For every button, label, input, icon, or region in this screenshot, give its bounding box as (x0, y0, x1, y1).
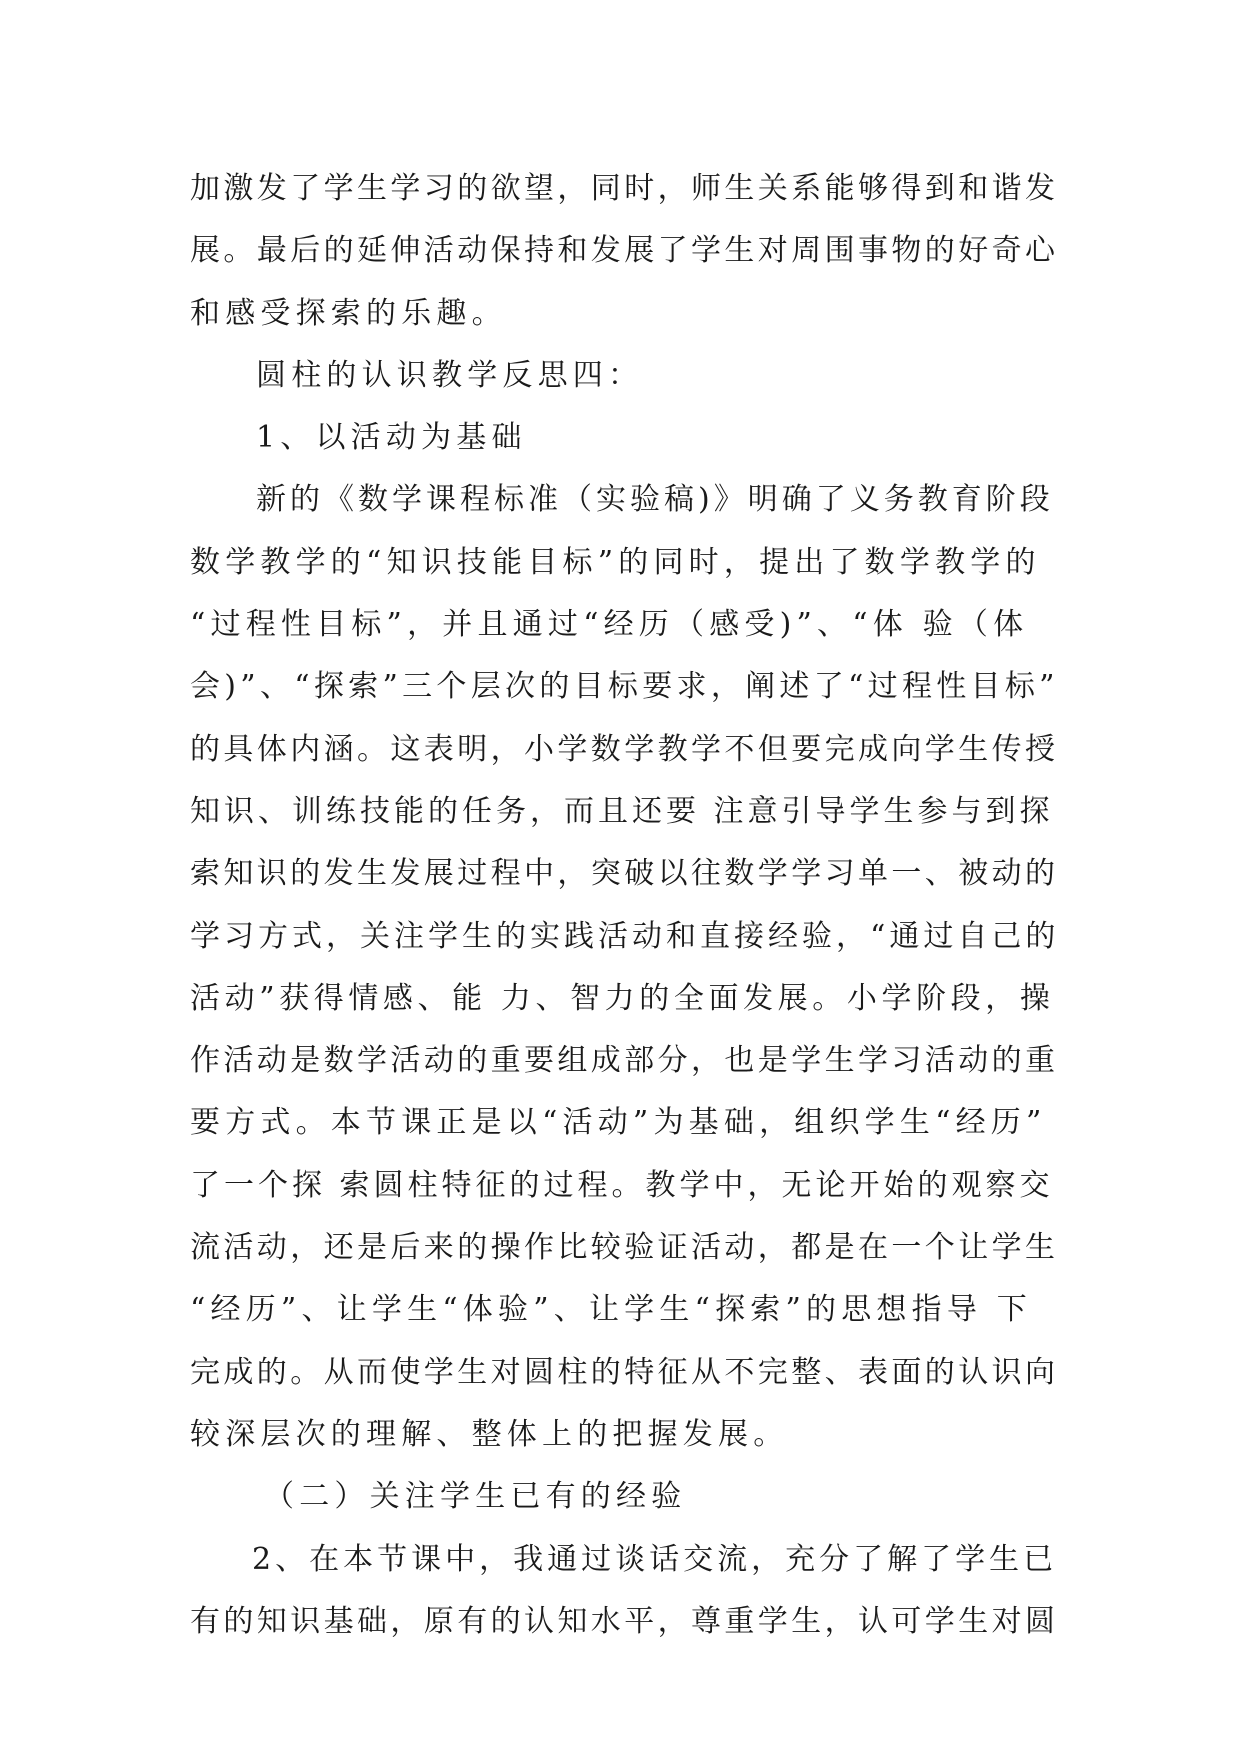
paragraph-line: 了一个探 索圆柱特征的过程。教学中，无论开始的观察交 (190, 1167, 1054, 1203)
paragraph-line: 知识、训练技能的任务，而且还要 注意引导学生参与到探 (190, 793, 1054, 829)
subheading: 1、以活动为基础 (256, 420, 527, 456)
paragraph-line: 和感受探索的乐趣。 (190, 295, 507, 331)
section-heading: 圆柱的认识教学反思四： (256, 357, 644, 393)
paragraph-line: 新的《数学课程标准（实验稿)》明确了义务教育阶段 (256, 482, 1054, 518)
paragraph-line: 数学教学的“知识技能目标”的同时，提出了数学教学的 (190, 544, 1041, 580)
paragraph-line: 的具体内涵。这表明，小学数学教学不但要完成向学生传授 (190, 731, 1059, 767)
paragraph-line: 完成的。从而使学生对圆柱的特征从不完整、表面的认识向 (190, 1354, 1059, 1390)
paragraph-line: 会)”、“探索”三个层次的目标要求，阐述了“过程性目标” (190, 669, 1059, 705)
paragraph-line: 展。最后的延伸活动保持和发展了学生对周围事物的好奇心 (190, 233, 1059, 269)
paragraph-line: “过程性目标”，并且通过“经历（感受)”、“体 验（体 (190, 607, 1029, 643)
paragraph-line: 活动”获得情感、能 力、智力的全面发展。小学阶段，操 (190, 980, 1055, 1016)
paragraph-line: 2、在本节课中，我通过谈话交流，充分了解了学生已 (252, 1541, 1058, 1577)
paragraph-line: 有的知识基础，原有的认知水平，尊重学生，认可学生对圆 (190, 1603, 1059, 1639)
document-body (190, 158, 1060, 1653)
subheading: （二）关注学生已有的经验 (264, 1479, 687, 1515)
paragraph-line: “经历”、让学生“体验”、让学生“探索”的思想指导 下 (190, 1292, 1032, 1328)
paragraph-line: 作活动是数学活动的重要组成部分，也是学生学习活动的重 (190, 1043, 1059, 1079)
paragraph-line: 学习方式，关注学生的实践活动和直接经验，“通过自己的 (190, 918, 1060, 954)
paragraph-line: 较深层次的理解、整体上的把握发展。 (190, 1416, 789, 1452)
paragraph-line: 索知识的发生发展过程中，突破以往数学学习单一、被动的 (190, 856, 1059, 892)
paragraph-line: 要方式。本节课正是以“活动”为基础，组织学生“经历” (190, 1105, 1047, 1141)
paragraph-line: 流活动，还是后来的操作比较验证活动，都是在一个让学生 (190, 1230, 1059, 1266)
paragraph-line: 加激发了学生学习的欲望，同时，师生关系能够得到和谐发 (190, 171, 1059, 206)
